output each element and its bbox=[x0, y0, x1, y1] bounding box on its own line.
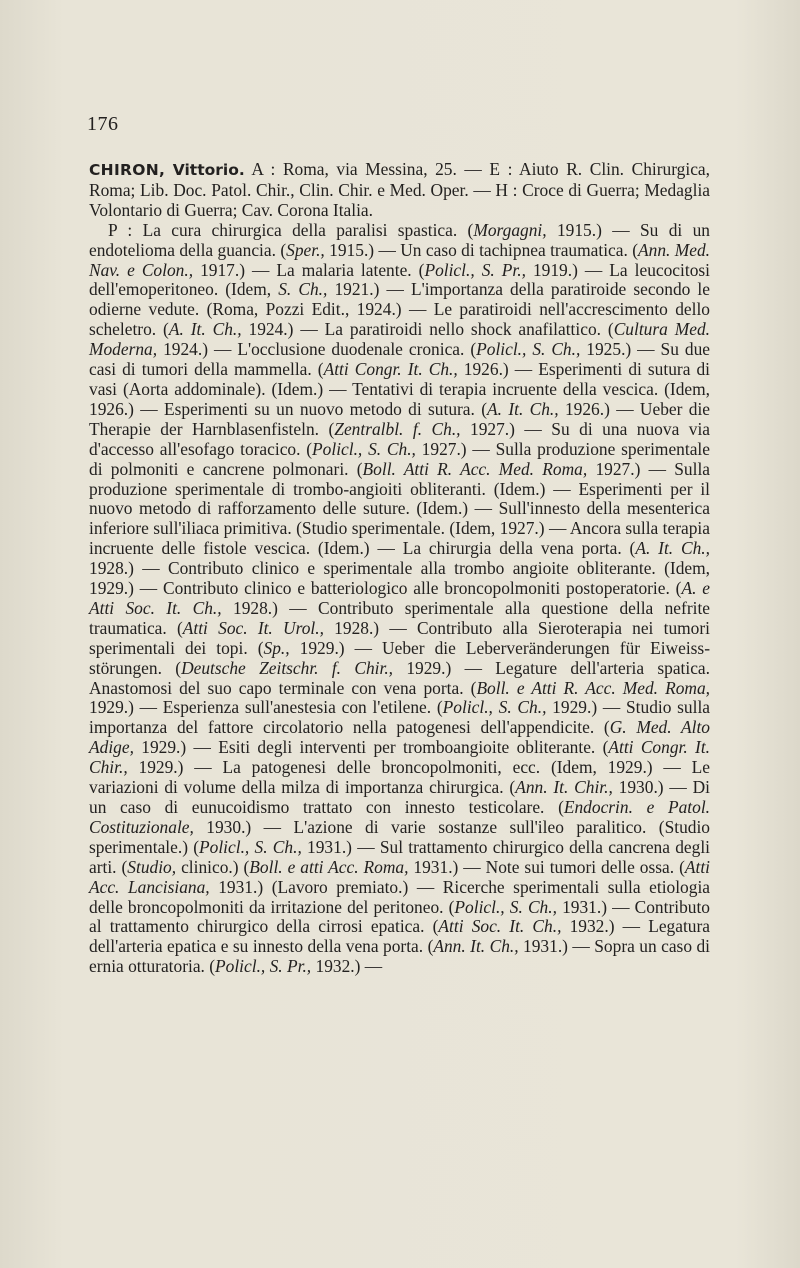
journal-title: S. Ch., bbox=[278, 279, 328, 300]
publications-text: 1928.) — Contributo alla Sieroterapia nei tumori sperimentali dei topi. ( bbox=[89, 617, 711, 658]
publications-text: 1924.) — L'occlusione duodenale cronica. ( bbox=[157, 339, 477, 360]
journal-title: G. Med. Alto Adige, bbox=[89, 717, 710, 758]
publications-text: 1927.) — Su di una nuova via d'accesso all'esofago toracico. ( bbox=[89, 418, 711, 459]
journal-title: Policl., S. Ch., bbox=[199, 836, 302, 857]
journal-title: Atti Soc. It. Urol., bbox=[182, 617, 324, 638]
biographical-entry bbox=[89, 160, 710, 977]
publications-text: 1929.) — La patogenesi delle broncopolmoniti, ecc. (Idem, 1929.) — Le variazioni di volume della milza di importanza chirurgica. ( bbox=[89, 757, 710, 798]
publications-text: 1932.) — bbox=[311, 956, 383, 977]
publications-text: 1931.) — Contributo al trattamento chirurgico della cirrosi epatica. ( bbox=[89, 896, 710, 937]
publications-text: 1928.) — Contributo clinico e sperimentale alla trombo angioite obliterante. (Idem, 1929.) — Contributo clinico e batteriologico alle broncopolmoniti postoperatorie. ( bbox=[89, 558, 710, 599]
journal-title: Endocrin. e Patol. Costituzionale, bbox=[89, 797, 710, 837]
publications-text: 1929.) — Legature dell'arteria spatica. Anastomosi del suo capo terminale con vena porta. ( bbox=[89, 657, 710, 698]
publications-text: 1931.) — Note sui tumori delle ossa. ( bbox=[408, 856, 685, 877]
journal-title: Atti Soc. It. Ch., bbox=[438, 916, 562, 937]
journal-title: Sper., bbox=[286, 239, 325, 260]
journal-title: Ann. Med. Nav. e Colon., bbox=[89, 239, 710, 280]
publications-text: 1917.) — La malaria latente. ( bbox=[193, 259, 425, 280]
journal-title: A. It. Ch., bbox=[168, 319, 242, 340]
journal-title: Policl., S. Pr., bbox=[215, 956, 312, 977]
publications-text: 1919.) — La leucocitosi dell'emoperitoneo. (Idem, bbox=[89, 259, 710, 300]
publications-text: 1926.) — Esperimenti di sutura di vasi (Aorta addominale). (Idem.) — Tentativi di terapia incruente della vescica. (Idem, 1926.) — Esperimenti su un nuovo metodo di sutura. ( bbox=[89, 359, 711, 419]
publications-text: 1927.) — Sulla produzione sperimentale di trombo-angioiti obliteranti. (Idem.) — Esperimenti per il nuovo metodo di rafforzamento delle suture. (Idem.) — Sull'innesto della mesenterica inferiore sull'iliaca primitiva. (Studio sperimentale. (Idem, 1927.) — Ancora sulla terapia incruente delle fistole vescica. (Idem.) — La chirurgia della vena porta. ( bbox=[89, 458, 711, 559]
publications-text: clinico.) ( bbox=[176, 856, 250, 877]
journal-title: Ann. It. Chir., bbox=[515, 777, 613, 798]
journal-title: Cultura Med. Moderna, bbox=[89, 319, 710, 360]
entry-heading bbox=[89, 160, 710, 221]
journal-title: Studio, bbox=[127, 856, 177, 877]
journal-title: Atti Acc. Lancisiana, bbox=[89, 856, 710, 897]
journal-title: Ann. It. Ch., bbox=[433, 936, 519, 957]
journal-title: A. e Atti Soc. It. Ch., bbox=[89, 578, 710, 618]
publications-text: 1931.) — Sopra un caso di ernia otturatoria. ( bbox=[89, 936, 710, 977]
publications-text: 1924.) — La paratiroidi nello shock anafilattico. ( bbox=[241, 319, 614, 340]
entry-surname: CHIRON, bbox=[89, 161, 166, 179]
journal-title: Policl., S. Ch., bbox=[312, 438, 416, 459]
publications-text: 1926.) — Ueber die Therapie der Harnblasenfisteln. ( bbox=[89, 398, 710, 439]
publications-text: 1928.) — Contributo sperimentale alla questione della nefrite traumatica. ( bbox=[89, 597, 710, 638]
journal-title: Boll. e atti Acc. Roma, bbox=[249, 856, 409, 877]
entry-given-name: Vittorio. bbox=[172, 161, 245, 179]
publications-list bbox=[89, 221, 710, 977]
journal-title: Atti Congr. It. Chir., bbox=[89, 737, 710, 778]
journal-title: Zentralbl. f. Ch., bbox=[334, 418, 461, 439]
publications-text: 1931.) (Lavoro premiato.) — Ricerche sperimentali sulla etiologia delle broncopolmoniti da irritazione del peritoneo. ( bbox=[89, 876, 711, 917]
journal-title: A. It. Ch., bbox=[487, 398, 559, 419]
publications-text: 1929.) — Studio sulla importanza del fattore circolatorio nella patogenesi dell'appendicite. ( bbox=[89, 697, 711, 738]
journal-title: Deutsche Zeitschr. f. Chir., bbox=[181, 657, 394, 678]
publications-text: 1930.) — L'azione di varie sostanze sull'ileo paralitico. (Studio sperimentale.) ( bbox=[89, 816, 710, 857]
publications-text: 1915.) — Su di un endotelioma della guancia. ( bbox=[89, 219, 710, 260]
journal-title: Policl., S. Ch., bbox=[454, 896, 557, 917]
journal-title: Sp., bbox=[263, 637, 290, 658]
journal-title: Atti Congr. It. Ch., bbox=[323, 359, 458, 380]
journal-title: Boll. e Atti R. Acc. Med. Roma, bbox=[476, 677, 711, 698]
publications-text: 1929.) — Ueber die Leberveränderungen für Eiweissstörungen. ( bbox=[89, 637, 710, 678]
journal-title: Policl., S. Ch., bbox=[476, 339, 581, 360]
journal-title: Morgagni, bbox=[473, 219, 547, 240]
publications-text: 1932.) — Legatura dell'arteria epatica e su innesto della vena porta. ( bbox=[89, 916, 710, 957]
publications-text: 1931.) — Sul trattamento chirurgico della cancrena degli arti. ( bbox=[89, 836, 710, 877]
page-number: 176 bbox=[87, 113, 119, 135]
entry-address-career-honours: A : Roma, via Messina, 25. — E : Aiuto R. Clin. Chirurgica, Roma; Lib. Doc. Patol. Chir., Clin. Chir. e Med. Oper. — H : Croce di Guerra; Medaglia Volontario di Guerra; Cav. Corona Italia. bbox=[89, 159, 710, 220]
publications-text: 1925.) — Su due casi di tumori della mammella. ( bbox=[89, 339, 710, 380]
publications-text: 1930.) — Di un caso di eunucoidismo trattato con innesto testicolare. ( bbox=[89, 777, 710, 817]
publications-text: 1915.) — Un caso di tachipnea traumatica. ( bbox=[324, 239, 638, 260]
journal-title: Boll. Atti R. Acc. Med. Roma, bbox=[362, 458, 588, 479]
publications-text: P : La cura chirurgica della paralisi spastica. ( bbox=[108, 219, 474, 240]
journal-title: Policl., S. Pr., bbox=[424, 259, 526, 280]
publications-text: 1921.) — L'importanza della paratiroide secondo le odierne vedute. (Roma, Pozzi Edit., 1924.) — Le paratiroidi nell'accrescimento dello scheletro. ( bbox=[89, 279, 710, 340]
journal-title: Policl., S. Ch., bbox=[442, 697, 547, 718]
publications-text: 1929.) — Esiti degli interventi per tromboangioite obliterante. ( bbox=[133, 737, 609, 758]
journal-title: A. It. Ch., bbox=[635, 538, 710, 559]
publications-text: 1927.) — Sulla produzione sperimentale di polmoniti e cancrene polmonari. ( bbox=[89, 438, 710, 479]
publications-text: 1929.) — Esperienza sull'anestesia con l'etilene. ( bbox=[89, 697, 443, 718]
